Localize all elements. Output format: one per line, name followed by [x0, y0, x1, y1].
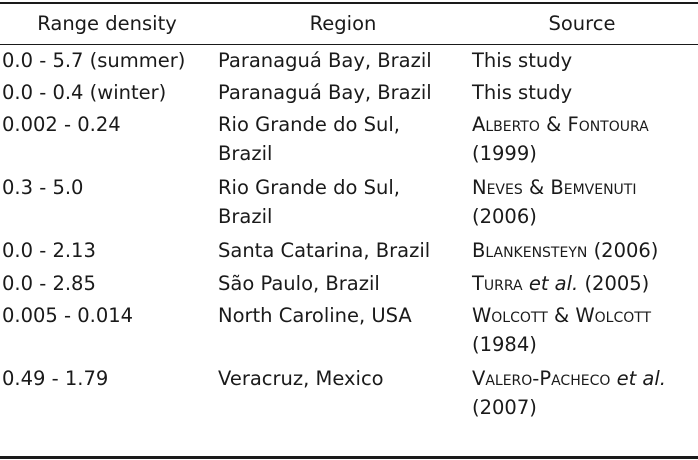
table-body [0, 46, 698, 427]
table-row [0, 78, 698, 110]
header-source: Source [548, 12, 616, 35]
region-cell: Rio Grande do Sul, Brazil [218, 176, 400, 228]
source-cell [472, 301, 698, 359]
source-cell [472, 269, 698, 298]
source-cell [472, 364, 698, 422]
region-cell: Paranaguá Bay, Brazil [218, 49, 432, 72]
source-authors: Alberto & Fontoura [472, 113, 649, 136]
table-row [0, 46, 698, 78]
table-row [0, 269, 698, 301]
table-header [0, 9, 698, 39]
region-cell: Veracruz, Mexico [218, 367, 384, 390]
source-authors: Neves & Bemvenuti [472, 176, 637, 199]
region-cell: Santa Catarina, Brazil [218, 239, 431, 262]
source-year: (2007) [472, 396, 537, 419]
table-header-rule [0, 44, 698, 45]
source-authors: Turra [472, 272, 523, 295]
region-cell: North Caroline, USA [218, 304, 412, 327]
source-cell [472, 110, 698, 168]
range-cell: 0.0 - 2.85 [2, 272, 96, 295]
table-row [0, 173, 698, 236]
source-year: (1984) [472, 333, 537, 356]
range-cell: 0.0 - 0.4 (winter) [2, 81, 167, 104]
source-text: This study [472, 81, 573, 104]
header-region: Region [309, 12, 377, 35]
region-cell: São Paulo, Brazil [218, 272, 380, 295]
source-cell [472, 46, 698, 75]
source-year: (2005) [584, 272, 650, 295]
source-year: (2006) [472, 205, 537, 228]
table-row [0, 301, 698, 364]
table-bottom-rule [0, 456, 698, 459]
range-cell: 0.0 - 5.7 (summer) [2, 49, 186, 72]
source-et-al: et al. [616, 367, 667, 390]
range-cell: 0.49 - 1.79 [2, 367, 109, 390]
source-cell [472, 78, 698, 107]
source-authors: Valero-Pacheco [472, 367, 611, 390]
table-row [0, 364, 698, 427]
table-top-rule [0, 2, 698, 4]
header-range-density: Range density [37, 12, 177, 35]
range-cell: 0.0 - 2.13 [2, 239, 96, 262]
source-authors: Blankensteyn [472, 239, 588, 262]
range-cell: 0.005 - 0.014 [2, 304, 134, 327]
source-text: This study [472, 49, 573, 72]
source-year: (2006) [593, 239, 659, 262]
range-cell: 0.002 - 0.24 [2, 113, 121, 136]
table-row [0, 110, 698, 173]
source-year: (1999) [472, 142, 537, 165]
source-et-al: et al. [528, 272, 579, 295]
source-cell [472, 236, 698, 265]
region-cell: Paranaguá Bay, Brazil [218, 81, 432, 104]
range-cell: 0.3 - 5.0 [2, 176, 84, 199]
table-row [0, 236, 698, 269]
source-authors: Wolcott & Wolcott [472, 304, 652, 327]
source-cell [472, 173, 698, 231]
region-cell: Rio Grande do Sul, Brazil [218, 113, 400, 165]
